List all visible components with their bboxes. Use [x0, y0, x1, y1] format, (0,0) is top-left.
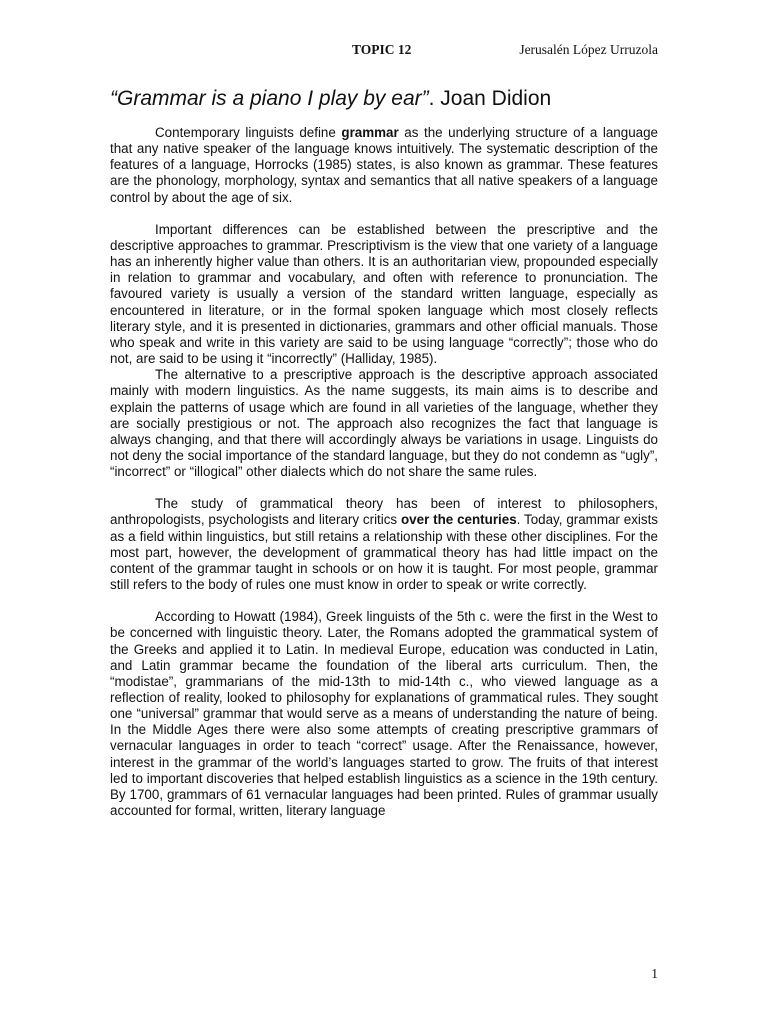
title-quote: “Grammar is a piano I play by ear” [110, 87, 429, 110]
paragraph-history: According to Howatt (1984), Greek linguists of the 5th c. were the first in the West to be concerned with linguistic theory. Later, the Romans adopted the grammatical system of the Greeks and applied it to Latin. In medieval Europe, education was conducted in Latin, and Latin grammar became the foundation of the liberal arts curriculum. Then, the “modistae”, grammarians of the mid-13th to mid-14th c., who viewed language as a reflection of reality, looked to philosophy for explanations of grammatical rules. They sought one “universal” grammar that would serve as a means of understanding the nature of being. In the Middle Ages there were also some attempts of creating prescriptive grammars of vernacular languages in order to teach “correct” usage. After the Renaissance, however, interest in the grammar of the world’s languages started to grow. The fruits of that interest led to important discoveries that helped establish linguistics as a science in the 19th century. By 1700, grammars of 61 vernacular languages had been printed. Rules of grammar usually accounted for formal, written, literary language [110, 609, 658, 819]
page-title [110, 87, 670, 111]
paragraph-descriptive-approach: The alternative to a prescriptive approach is the descriptive approach associated mainly with modern linguistics. As the name suggests, its main aims is to describe and explain the patterns of usage which are found in all varieties of the language, whether they are socially prestigious or not. The approach also recognizes the fact that language is always changing, and that there will accordingly always be variations in usage. Linguists do not deny the social importance of the standard language, but they do not condemn as “ugly”, “incorrect” or “illogical” other dialects which do not share the same rules. [110, 367, 658, 480]
bold-term-over-the-centuries: over the centuries [401, 512, 517, 528]
header-author: Jerusalén López Urruzola [519, 42, 658, 57]
title-author: Joan Didion [434, 87, 552, 110]
header-topic: TOPIC 12 [352, 42, 412, 57]
title-period: . [428, 87, 435, 110]
paragraph-gap [110, 206, 658, 222]
document-body [110, 125, 658, 819]
page-header [110, 42, 658, 62]
paragraph-grammar-definition [110, 125, 658, 206]
paragraph-text: as the underlying structure of a language that any native speaker of the language knows intuitively. The systematic description of the features of a language, Horrocks (1985) states, is also known as grammar. These features are the phonology, morphology, syntax and semantics that all native speakers of a language control by about the age of six. [110, 125, 658, 205]
paragraph-text: The study of grammatical theory has been of interest to philosophers, anthropologists, psychologists and literary critics [110, 496, 658, 528]
paragraph-text: Contemporary linguists define [155, 125, 342, 140]
bold-term-grammar: grammar [341, 125, 399, 140]
paragraph-gap [110, 593, 658, 609]
paragraph-grammatical-theory [110, 496, 658, 593]
paragraph-gap [110, 480, 658, 496]
page-number: 1 [651, 966, 658, 981]
paragraph-prescriptivism: Important differences can be established between the prescriptive and the descriptive approaches to grammar. Prescriptivism is the view that one variety of a language has an inherently higher value than others. It is an authoritarian view, propounded especially in relation to grammar and vocabulary, and often with reference to pronunciation. The favoured variety is usually a version of the standard written language, especially as encountered in literature, or in the formal spoken language which most closely reflects literary style, and it is presented in dictionaries, grammars and other official manuals. Those who speak and write in this variety are said to be using language “correctly”; those who do not, are said to be using it “incorrectly” (Halliday, 1985). [110, 221, 658, 367]
paragraph-text: . Today, grammar exists as a field within linguistics, but still retains a relationship with these other disciplines. For the most part, however, the development of grammatical theory has had little impact on the content of the grammar taught in schools or on how it is taught. For most people, grammar still refers to the body of rules one must know in order to speak or write correctly. [110, 512, 658, 593]
